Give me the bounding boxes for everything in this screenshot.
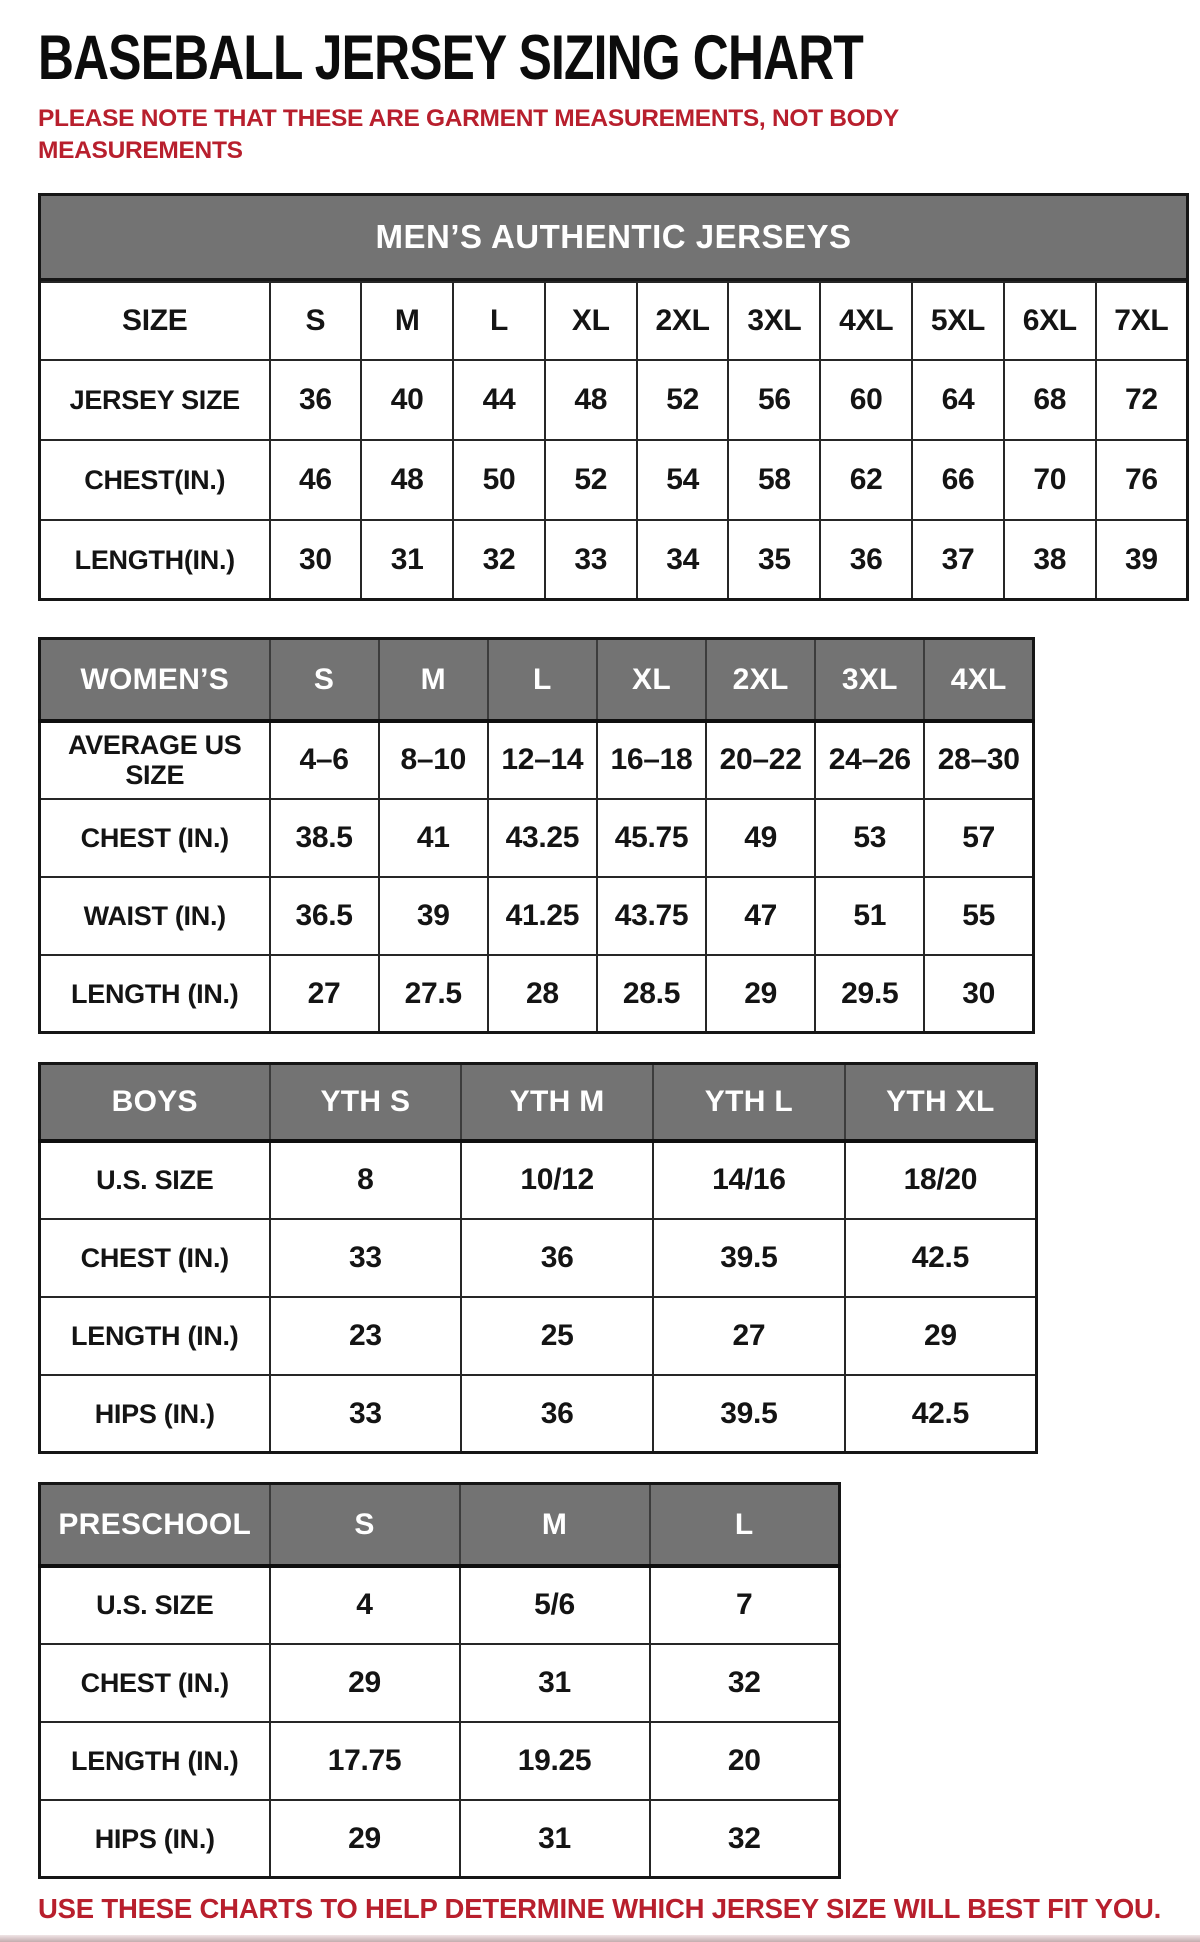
cell-value: 36 <box>270 360 362 440</box>
column-header: XL <box>597 639 706 721</box>
cell-value: 58 <box>728 440 820 520</box>
cell-value: 70 <box>1004 440 1096 520</box>
mens-sizing-table <box>38 193 1189 602</box>
bottom-edge-artifact <box>0 1935 1200 1942</box>
cell-value: 32 <box>650 1800 840 1878</box>
cell-value: 30 <box>270 520 362 600</box>
preschool-sizing-table <box>38 1482 841 1879</box>
mens-authentic-jerseys-table <box>38 281 1189 602</box>
row-label: CHEST (IN.) <box>40 1219 270 1297</box>
boys-header-row <box>40 1064 1037 1141</box>
cell-value: 14/16 <box>653 1141 845 1219</box>
cell-value: 8–10 <box>379 721 488 799</box>
cell-value: 31 <box>460 1644 650 1722</box>
column-header: XL <box>545 282 637 360</box>
column-header: L <box>650 1484 840 1566</box>
table-row <box>40 877 1034 955</box>
cell-value: 56 <box>728 360 820 440</box>
boys-sizing-table <box>38 1062 1038 1454</box>
cell-value: 40 <box>361 360 453 440</box>
cell-value: 27.5 <box>379 955 488 1033</box>
cell-value: 52 <box>637 360 729 440</box>
footer-note: USE THESE CHARTS TO HELP DETERMINE WHICH JERSEY SIZE WILL BEST FIT YOU. <box>38 1893 1162 1925</box>
row-label: WAIST (IN.) <box>40 877 270 955</box>
cell-value: 10/12 <box>461 1141 653 1219</box>
cell-value: 43.75 <box>597 877 706 955</box>
table-row <box>40 520 1188 600</box>
preschool-title-cell: PRESCHOOL <box>40 1484 270 1566</box>
cell-value: 31 <box>361 520 453 600</box>
cell-value: 50 <box>453 440 545 520</box>
cell-value: 39.5 <box>653 1219 845 1297</box>
cell-value: 76 <box>1096 440 1188 520</box>
row-label: JERSEY SIZE <box>40 360 270 440</box>
cell-value: 29.5 <box>815 955 924 1033</box>
row-label: CHEST (IN.) <box>40 1644 270 1722</box>
column-header: YTH M <box>461 1064 653 1141</box>
cell-value: 29 <box>270 1800 460 1878</box>
row-label: CHEST(IN.) <box>40 440 270 520</box>
cell-value: 37 <box>912 520 1004 600</box>
column-header: 2XL <box>706 639 815 721</box>
table-row <box>40 955 1034 1033</box>
cell-value: 8 <box>270 1141 462 1219</box>
column-header: L <box>488 639 597 721</box>
cell-value: 52 <box>545 440 637 520</box>
cell-value: 20–22 <box>706 721 815 799</box>
cell-value: 17.75 <box>270 1722 460 1800</box>
column-header: 4XL <box>820 282 912 360</box>
cell-value: 48 <box>545 360 637 440</box>
cell-value: 36 <box>461 1219 653 1297</box>
cell-value: 38 <box>1004 520 1096 600</box>
table-row <box>40 1722 840 1800</box>
cell-value: 4–6 <box>270 721 379 799</box>
column-header: YTH L <box>653 1064 845 1141</box>
row-label: CHEST (IN.) <box>40 799 270 877</box>
cell-value: 16–18 <box>597 721 706 799</box>
cell-value: 27 <box>270 955 379 1033</box>
garment-measurement-note <box>38 103 1200 167</box>
cell-value: 20 <box>650 1722 840 1800</box>
boys-table <box>38 1062 1038 1454</box>
column-header: 3XL <box>815 639 924 721</box>
cell-value: 33 <box>545 520 637 600</box>
row-label: HIPS (IN.) <box>40 1375 270 1453</box>
cell-value: 55 <box>924 877 1033 955</box>
cell-value: 68 <box>1004 360 1096 440</box>
cell-value: 60 <box>820 360 912 440</box>
cell-value: 41.25 <box>488 877 597 955</box>
preschool-header-row <box>40 1484 840 1566</box>
cell-value: 29 <box>706 955 815 1033</box>
cell-value: 66 <box>912 440 1004 520</box>
table-row <box>40 721 1034 799</box>
column-header: 7XL <box>1096 282 1188 360</box>
cell-value: 12–14 <box>488 721 597 799</box>
column-header: L <box>453 282 545 360</box>
table-row <box>40 1297 1037 1375</box>
cell-value: 43.25 <box>488 799 597 877</box>
cell-value: 51 <box>815 877 924 955</box>
cell-value: 18/20 <box>845 1141 1037 1219</box>
cell-value: 33 <box>270 1375 462 1453</box>
cell-value: 57 <box>924 799 1033 877</box>
column-header: M <box>460 1484 650 1566</box>
cell-value: 45.75 <box>597 799 706 877</box>
cell-value: 34 <box>637 520 729 600</box>
preschool-table <box>38 1482 841 1879</box>
column-header: S <box>270 639 379 721</box>
column-header: 4XL <box>924 639 1033 721</box>
table-row <box>40 1219 1037 1297</box>
cell-value: 24–26 <box>815 721 924 799</box>
cell-value: 48 <box>361 440 453 520</box>
row-label: LENGTH(IN.) <box>40 520 270 600</box>
row-label: LENGTH (IN.) <box>40 1297 270 1375</box>
cell-value: 38.5 <box>270 799 379 877</box>
cell-value: 36 <box>461 1375 653 1453</box>
column-header: S <box>270 1484 460 1566</box>
table-row <box>40 1375 1037 1453</box>
cell-value: 5/6 <box>460 1566 650 1644</box>
table-row <box>40 799 1034 877</box>
cell-value: 53 <box>815 799 924 877</box>
row-label: HIPS (IN.) <box>40 1800 270 1878</box>
column-header: YTH XL <box>845 1064 1037 1141</box>
cell-value: 35 <box>728 520 820 600</box>
cell-value: 41 <box>379 799 488 877</box>
cell-value: 31 <box>460 1800 650 1878</box>
womens-sizing-table <box>38 637 1035 1034</box>
mens-authentic-jerseys-title-cell: SIZE <box>40 282 270 360</box>
row-label: U.S. SIZE <box>40 1141 270 1219</box>
cell-value: 30 <box>924 955 1033 1033</box>
column-header: M <box>361 282 453 360</box>
cell-value: 32 <box>453 520 545 600</box>
cell-value: 4 <box>270 1566 460 1644</box>
cell-value: 27 <box>653 1297 845 1375</box>
column-header: M <box>379 639 488 721</box>
cell-value: 19.25 <box>460 1722 650 1800</box>
row-label: AVERAGE US SIZE <box>40 721 270 799</box>
cell-value: 36 <box>820 520 912 600</box>
cell-value: 64 <box>912 360 1004 440</box>
page-title: BASEBALL JERSEY SIZING CHART <box>38 23 864 93</box>
column-header: 2XL <box>637 282 729 360</box>
table-row <box>40 1566 840 1644</box>
table-row <box>40 440 1188 520</box>
row-label: LENGTH (IN.) <box>40 1722 270 1800</box>
cell-value: 39 <box>1096 520 1188 600</box>
column-header: 3XL <box>728 282 820 360</box>
cell-value: 42.5 <box>845 1375 1037 1453</box>
cell-value: 46 <box>270 440 362 520</box>
note-line-1: PLEASE NOTE THAT THESE ARE GARMENT MEASUREMENTS, NOT BODY <box>38 105 899 133</box>
mens-authentic-jerseys-banner: MEN’S AUTHENTIC JERSEYS <box>38 193 1189 281</box>
column-header: 6XL <box>1004 282 1096 360</box>
note-line-2: MEASUREMENTS <box>38 137 243 165</box>
cell-value: 39.5 <box>653 1375 845 1453</box>
row-label: LENGTH (IN.) <box>40 955 270 1033</box>
womens-table <box>38 637 1035 1034</box>
cell-value: 29 <box>270 1644 460 1722</box>
cell-value: 32 <box>650 1644 840 1722</box>
mens-authentic-jerseys-header-row <box>40 282 1188 360</box>
cell-value: 44 <box>453 360 545 440</box>
cell-value: 28.5 <box>597 955 706 1033</box>
cell-value: 72 <box>1096 360 1188 440</box>
table-row <box>40 1800 840 1878</box>
cell-value: 39 <box>379 877 488 955</box>
cell-value: 28 <box>488 955 597 1033</box>
cell-value: 33 <box>270 1219 462 1297</box>
table-row <box>40 1141 1037 1219</box>
cell-value: 28–30 <box>924 721 1033 799</box>
cell-value: 29 <box>845 1297 1037 1375</box>
cell-value: 62 <box>820 440 912 520</box>
row-label: U.S. SIZE <box>40 1566 270 1644</box>
cell-value: 54 <box>637 440 729 520</box>
column-header: YTH S <box>270 1064 462 1141</box>
boys-title-cell: BOYS <box>40 1064 270 1141</box>
womens-header-row <box>40 639 1034 721</box>
column-header: S <box>270 282 362 360</box>
cell-value: 23 <box>270 1297 462 1375</box>
cell-value: 49 <box>706 799 815 877</box>
table-row <box>40 1644 840 1722</box>
column-header: 5XL <box>912 282 1004 360</box>
cell-value: 7 <box>650 1566 840 1644</box>
cell-value: 42.5 <box>845 1219 1037 1297</box>
womens-title-cell: WOMEN’S <box>40 639 270 721</box>
cell-value: 25 <box>461 1297 653 1375</box>
cell-value: 47 <box>706 877 815 955</box>
cell-value: 36.5 <box>270 877 379 955</box>
table-row <box>40 360 1188 440</box>
